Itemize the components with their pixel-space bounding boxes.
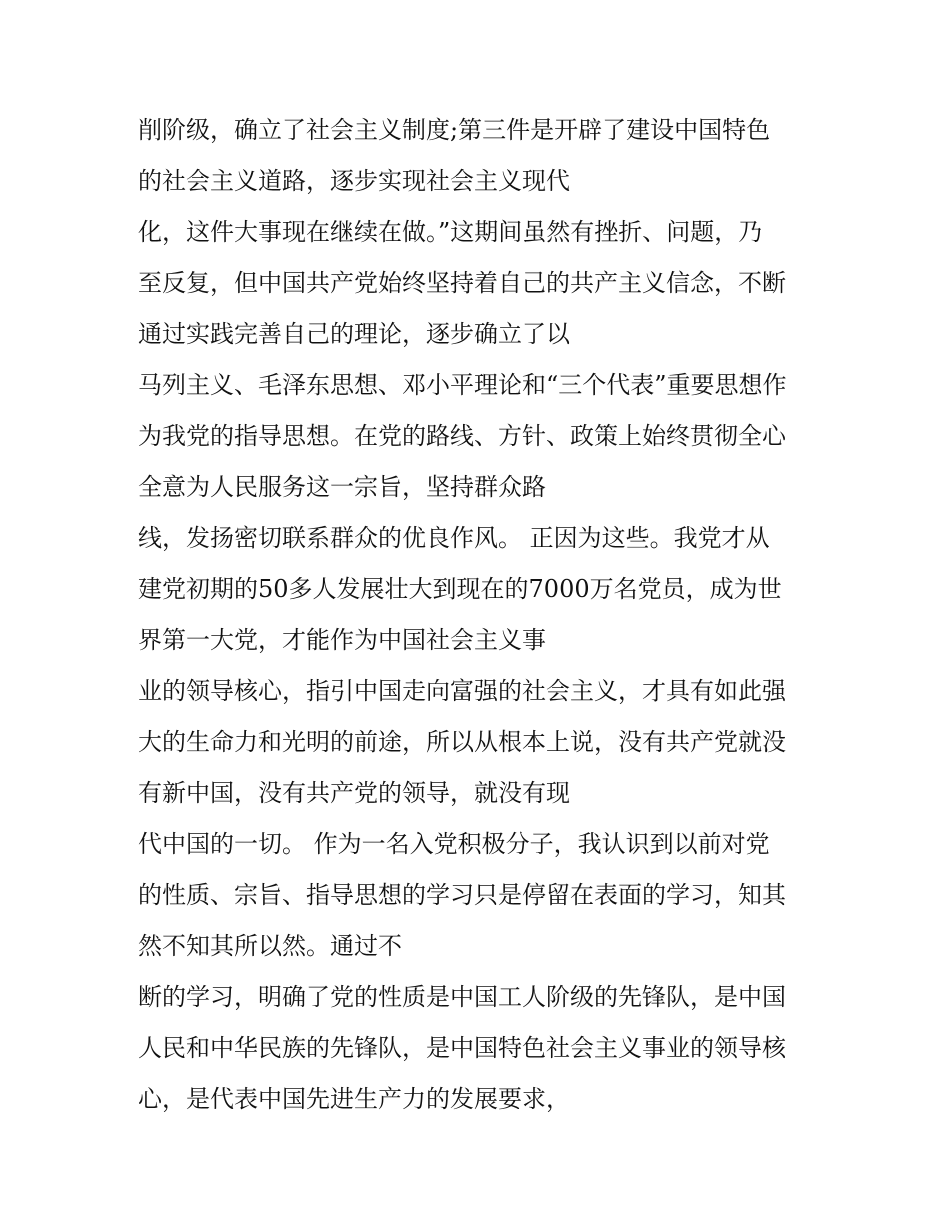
text-line: 通过实践完善自己的理论，逐步确立了以	[138, 320, 570, 348]
text-line: 马列主义、毛泽东思想、邓小平理论和“三个代表”重要思想作	[138, 371, 787, 399]
text-line: 的性质、宗旨、指导思想的学习只是停留在表面的学习，知其	[138, 881, 786, 909]
text-line: 大的生命力和光明的前途，所以从根本上说，没有共产党就没	[138, 728, 786, 756]
text-line: 断的学习，明确了党的性质是中国工人阶级的先锋队，是中国	[138, 983, 786, 1011]
text-line: 业的领导核心，指引中国走向富强的社会主义，才具有如此强	[138, 677, 786, 705]
text-line: 人民和中华民族的先锋队，是中国特色社会主义事业的领导核	[138, 1034, 786, 1062]
text-line: 的社会主义道路，逐步实现社会主义现代	[138, 167, 570, 195]
text-line: 化，这件大事现在继续在做。”这期间虽然有挫折、问题，乃	[138, 218, 763, 246]
body-text	[138, 110, 828, 1130]
text-line: 有新中国，没有共产党的领导，就没有现	[138, 779, 570, 807]
text-line: 界第一大党，才能作为中国社会主义事	[138, 626, 546, 654]
text-line: 全意为人民服务这一宗旨，坚持群众路	[138, 473, 546, 501]
text-line: 心，是代表中国先进生产力的发展要求，	[138, 1085, 570, 1113]
text-line: 为我党的指导思想。在党的路线、方针、政策上始终贯彻全心	[138, 422, 786, 450]
text-line: 至反复，但中国共产党始终坚持着自己的共产主义信念，不断	[138, 269, 786, 297]
text-line: 线，发扬密切联系群众的优良作风。 正因为这些。我党才从	[138, 524, 770, 552]
text-line: 然不知其所以然。通过不	[138, 932, 402, 960]
text-line: 建党初期的50多人发展壮大到现在的7000万名党员，成为世	[138, 575, 782, 603]
text-line: 削阶级，确立了社会主义制度;第三件是开辟了建设中国特色	[138, 116, 771, 144]
text-line: 代中国的一切。 作为一名入党积极分子，我认识到以前对党	[138, 830, 770, 858]
